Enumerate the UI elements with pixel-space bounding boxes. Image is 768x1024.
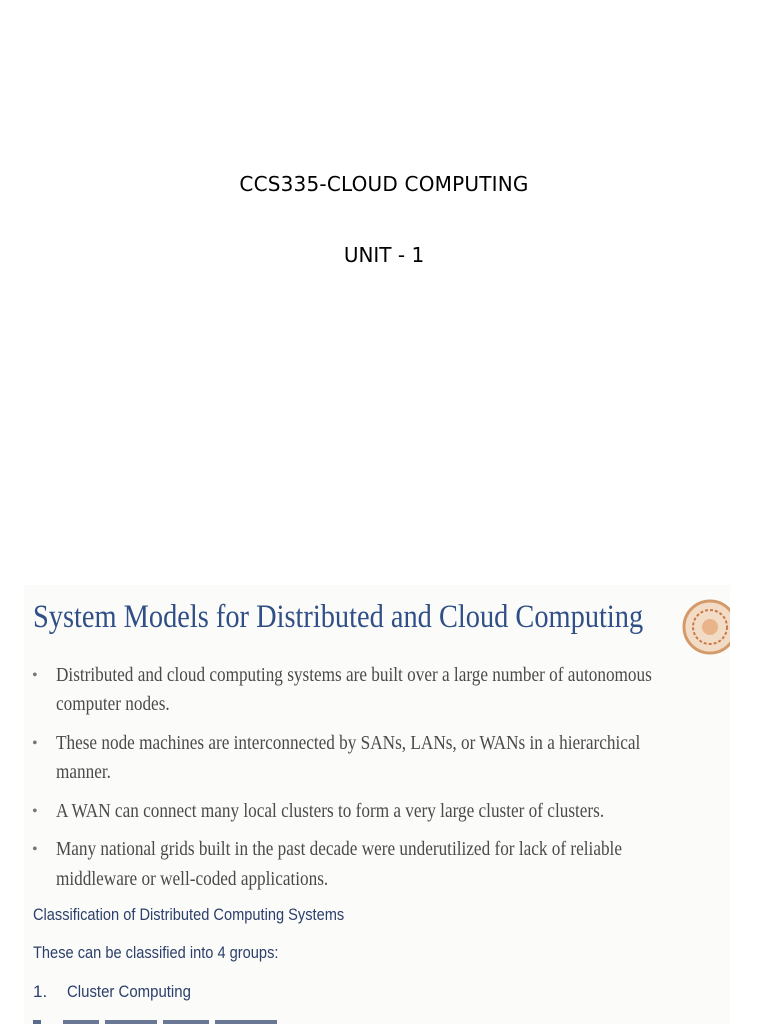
bullet-dot-icon: • <box>32 735 38 752</box>
bullet-continuation <box>32 863 373 896</box>
slide-title: System Models for Distributed and Cloud Computing <box>33 599 644 635</box>
cropped-text-fragment <box>33 1017 293 1024</box>
bullet-text-line: Many national grids built in the past decade were underutilized for lack of reliable <box>56 838 622 860</box>
college-seal-icon <box>680 597 730 657</box>
bullet-continuation <box>32 756 120 789</box>
bullet-text-line: These node machines are interconnected by SANs, LANs, or WANs in a hierarchical <box>56 732 641 754</box>
bullet-text-line: manner. <box>56 761 111 783</box>
section-subheading: These can be classified into 4 groups: <box>33 943 279 962</box>
list-item <box>33 982 208 1002</box>
bullet-dot-icon: • <box>32 803 38 820</box>
bullet-dot-icon: • <box>32 667 38 684</box>
bullet-text-line: computer nodes. <box>56 693 170 715</box>
section-heading: Classification of Distributed Computing Systems <box>33 905 345 924</box>
list-item-label: Cluster Computing <box>67 982 191 1001</box>
list-item-number: 1. <box>33 982 48 1001</box>
document-title: CCS335-CLOUD COMPUTING <box>239 172 529 196</box>
slide-image <box>24 585 730 1024</box>
document-unit-label: UNIT - 1 <box>343 243 425 267</box>
bullet-dot-icon: • <box>32 841 38 858</box>
bullet-text-line: A WAN can connect many local clusters to form a very large cluster of clusters. <box>56 800 605 822</box>
bullet-text-line: middleware or well-coded applications. <box>56 868 329 890</box>
bullet-continuation <box>32 688 188 721</box>
bullet-item <box>32 795 693 828</box>
bullet-item <box>32 833 714 866</box>
bullet-item <box>32 727 730 760</box>
bullet-text-line: Distributed and cloud computing systems are built over a large number of autonomous <box>56 664 652 686</box>
